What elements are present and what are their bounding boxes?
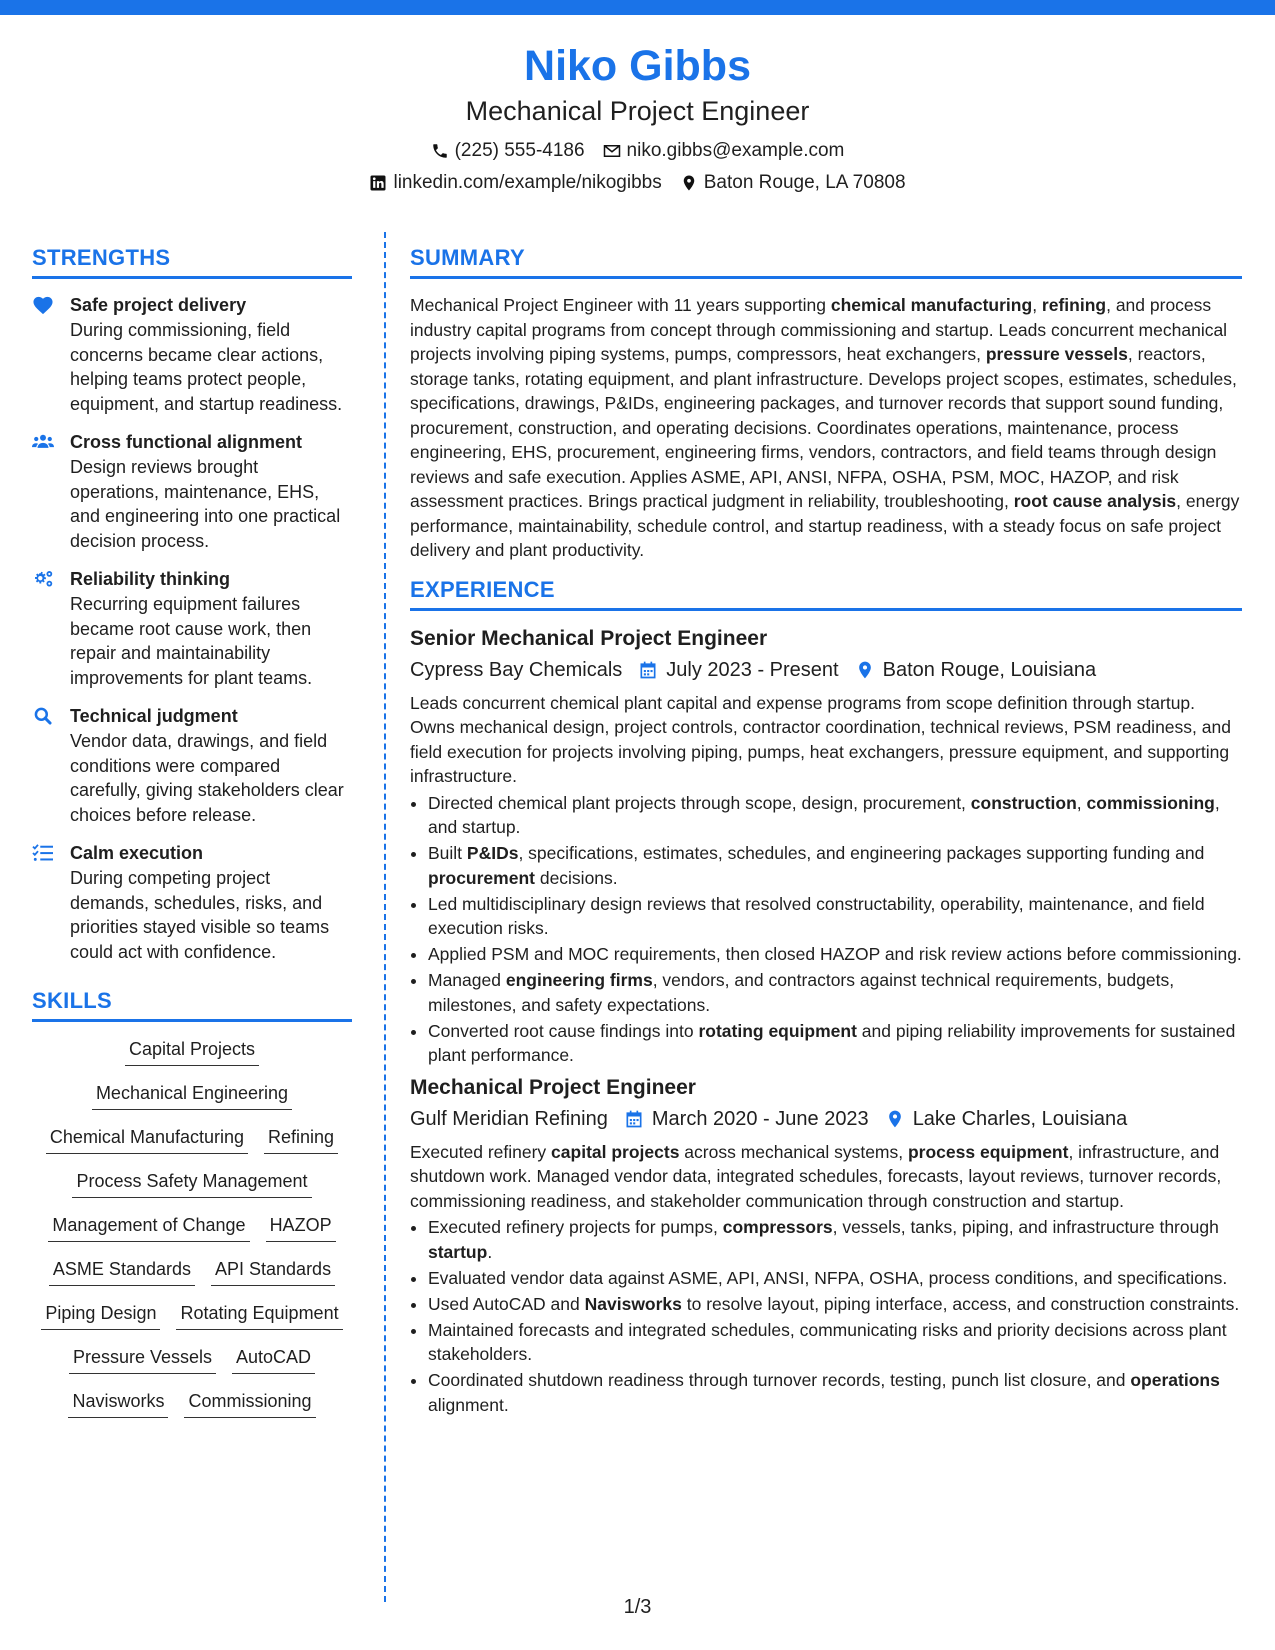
skills-row bbox=[32, 1388, 352, 1418]
strength-item bbox=[32, 430, 352, 553]
job-company: Gulf Meridian Refining bbox=[410, 1107, 608, 1130]
strength-title: Technical judgment bbox=[70, 706, 238, 726]
bold-keyword: startup bbox=[428, 1241, 488, 1262]
job-dates bbox=[624, 1104, 869, 1134]
heart-icon bbox=[32, 295, 54, 315]
candidate-title: Mechanical Project Engineer bbox=[465, 96, 810, 126]
strength-desc: Vendor data, drawings, and field conditions were compared carefully, giving stakeholders clear choices before release. bbox=[70, 731, 344, 825]
bullet-item bbox=[428, 1019, 1242, 1068]
job-location-text: Baton Rouge, Louisiana bbox=[882, 658, 1097, 681]
skills-row bbox=[32, 1080, 352, 1110]
skill-tag: Refining bbox=[264, 1124, 338, 1154]
skill-tag: Navisworks bbox=[68, 1388, 168, 1418]
bullet-item bbox=[428, 1318, 1242, 1367]
text-run: Maintained forecasts and integrated schedules, communicating risks and priority decisions across plant stakeholders. bbox=[428, 1319, 1227, 1364]
bold-keyword: compressors bbox=[722, 1217, 833, 1237]
location-contact bbox=[680, 170, 906, 196]
bullet-item bbox=[428, 791, 1242, 840]
skill-tag: Pressure Vessels bbox=[69, 1344, 216, 1374]
strength-item bbox=[32, 293, 352, 416]
text-run: Coordinated shutdown readiness through turnover records, testing, punch list closure, and bbox=[428, 1370, 1131, 1390]
text-run: Applied PSM and MOC requirements, then closed HAZOP and risk review actions before commissioning. bbox=[428, 944, 1242, 964]
skills-heading: SKILLS bbox=[32, 988, 352, 1022]
text-run: across mechanical systems, bbox=[679, 1141, 908, 1162]
experience-list bbox=[410, 625, 1242, 1418]
strength-title: Calm execution bbox=[70, 843, 204, 863]
strength-desc: During commissioning, field concerns became clear actions, helping teams protect people, equipment, and startup readiness. bbox=[70, 320, 343, 414]
contact-row-2 bbox=[0, 170, 1275, 196]
calendar-icon bbox=[624, 1109, 644, 1129]
job-description bbox=[410, 691, 1242, 789]
location-text: Baton Rouge, LA 70808 bbox=[703, 172, 906, 193]
bold-keyword: construction bbox=[970, 792, 1077, 813]
bold-keyword: commissioning bbox=[1086, 792, 1215, 813]
bold-keyword: operations bbox=[1130, 1370, 1220, 1390]
text-run: , reactors, storage tanks, rotating equipment, and plant infrastructure. Develops project scopes, estimates, schedules, specifications, drawings, P&IDs, engineering packages, and turnover records that support sound funding, procurement, construction, and operating decisions. Coordinates operations, maintenance, process engineering, EHS, procurement, engineering firms, vendors, contractors, and field teams through design reviews and safe execution. Applies ASME, API, ANSI, NFPA, OSHA, PSM, MOC, HAZOP, and risk assessment practices. Brings practical judgment in reliability, troubleshooting, bbox=[410, 344, 1237, 511]
bold-keyword: rotating equipment bbox=[698, 1020, 857, 1041]
bold-keyword: capital projects bbox=[551, 1141, 680, 1162]
job-entry bbox=[410, 625, 1242, 1068]
right-column bbox=[410, 245, 1242, 1419]
bullet-item bbox=[428, 1368, 1242, 1417]
resume-header bbox=[0, 40, 1275, 196]
page-number: 1/3 bbox=[623, 1596, 652, 1618]
job-dates-text: July 2023 - Present bbox=[666, 658, 839, 681]
strength-desc: Design reviews brought operations, maintenance, EHS, and engineering into one practical decision process. bbox=[70, 457, 341, 551]
skill-tag: Process Safety Management bbox=[72, 1168, 311, 1198]
text-run: Evaluated vendor data against ASME, API, ANSI, NFPA, OSHA, process conditions, and specifications. bbox=[428, 1267, 1228, 1288]
strength-desc: Recurring equipment failures became root cause work, then repair and maintainability improvements for plant teams. bbox=[70, 594, 313, 688]
gears-icon bbox=[32, 569, 54, 589]
skills-row bbox=[32, 1168, 352, 1198]
strengths-heading: STRENGTHS bbox=[32, 245, 352, 279]
column-divider bbox=[384, 232, 386, 1602]
job-dates-text: March 2020 - June 2023 bbox=[651, 1107, 869, 1130]
map-pin-icon bbox=[680, 174, 698, 192]
text-run: , bbox=[1076, 792, 1087, 813]
skills-row bbox=[32, 1124, 352, 1154]
text-run: , specifications, estimates, schedules, and engineering packages supporting funding and bbox=[518, 843, 1205, 863]
text-run: and piping reliability improvements for sustained plant performance. bbox=[428, 1020, 1236, 1065]
checklist-icon bbox=[32, 843, 54, 863]
skill-tag: Commissioning bbox=[184, 1388, 315, 1418]
strength-title: Reliability thinking bbox=[70, 569, 231, 589]
strength-item bbox=[32, 841, 352, 964]
strength-title: Safe project delivery bbox=[70, 295, 247, 315]
job-bullets bbox=[410, 791, 1242, 1068]
linkedin-contact[interactable] bbox=[369, 170, 661, 196]
bullet-item bbox=[428, 942, 1242, 967]
text-run: , and process industry capital programs from concept through commissioning and startup. Leads concurrent mechanical projects involving piping systems, pumps, compressors, heat exchangers, bbox=[410, 295, 1228, 364]
bold-keyword: Navisworks bbox=[584, 1293, 682, 1314]
skill-tag: HAZOP bbox=[266, 1212, 336, 1242]
text-run: , vessels, tanks, piping, and infrastructure through bbox=[832, 1217, 1219, 1237]
text-run: Leads concurrent chemical plant capital and expense programs from scope definition through startup. Owns mechanical design, project controls, contractor coordination, technical reviews, PSM readiness, and field execution for projects involving piping, pumps, heat exchangers, pressure equipment, and supporting infrastructure. bbox=[410, 692, 1231, 786]
bullet-item bbox=[428, 892, 1242, 941]
text-run: , bbox=[1032, 295, 1042, 315]
strength-desc: During competing project demands, schedules, risks, and priorities stayed visible so teams could act with confidence. bbox=[70, 868, 330, 962]
skill-tag: Management of Change bbox=[48, 1212, 249, 1242]
text-run: , energy performance, maintainability, schedule control, and startup readiness, with a steady focus on safe project delivery and plant productivity. bbox=[410, 491, 1240, 560]
contact-row-1 bbox=[0, 138, 1275, 164]
job-location bbox=[855, 655, 1097, 685]
strength-item bbox=[32, 704, 352, 827]
experience-heading: EXPERIENCE bbox=[410, 577, 1242, 611]
text-run: decisions. bbox=[534, 867, 618, 888]
text-run: Built bbox=[428, 843, 467, 863]
skills-row bbox=[32, 1300, 352, 1330]
left-column bbox=[32, 245, 352, 1432]
bold-keyword: procurement bbox=[428, 867, 535, 888]
search-icon bbox=[32, 706, 54, 726]
top-accent-bar bbox=[0, 0, 1275, 15]
bullet-item bbox=[428, 1215, 1242, 1264]
envelope-icon bbox=[603, 142, 621, 160]
bold-keyword: P&IDs bbox=[466, 843, 519, 863]
text-run: to resolve layout, piping interface, access, and construction constraints. bbox=[681, 1293, 1240, 1314]
bullet-item bbox=[428, 968, 1242, 1017]
text-run: , and startup. bbox=[428, 792, 1220, 837]
text-run: Used AutoCAD and bbox=[428, 1293, 585, 1314]
skill-tag: Capital Projects bbox=[125, 1036, 259, 1066]
bullet-item bbox=[428, 1292, 1242, 1317]
skill-tag: Piping Design bbox=[41, 1300, 160, 1330]
email-contact[interactable] bbox=[603, 138, 845, 164]
text-run: , infrastructure, and shutdown work. Managed vendor data, integrated schedules, forecasts, layout reviews, turnover records, commissioning readiness, and stakeholder communication through construction and startup. bbox=[410, 1141, 1222, 1211]
text-run: Managed bbox=[428, 970, 506, 990]
bold-keyword: root cause analysis bbox=[1013, 491, 1177, 511]
text-run: Led multidisciplinary design reviews that resolved constructability, operability, maintenance, and field execution risks. bbox=[428, 893, 1205, 938]
skills-row bbox=[32, 1036, 352, 1066]
skills-row bbox=[32, 1256, 352, 1286]
text-run: . bbox=[487, 1241, 493, 1262]
job-description bbox=[410, 1140, 1242, 1214]
bullet-item bbox=[428, 841, 1242, 890]
strength-title: Cross functional alignment bbox=[70, 432, 303, 452]
text-run: Executed refinery projects for pumps, bbox=[428, 1217, 723, 1237]
text-run: , vendors, and contractors against technical requirements, budgets, milestones, and safety expectations. bbox=[428, 970, 1175, 1015]
text-run: Directed chemical plant projects through scope, design, procurement, bbox=[428, 792, 971, 813]
skill-tag: Mechanical Engineering bbox=[92, 1080, 292, 1110]
bold-keyword: refining bbox=[1041, 295, 1107, 315]
map-pin-icon bbox=[855, 660, 875, 680]
skill-tag: AutoCAD bbox=[232, 1344, 315, 1374]
bold-keyword: process equipment bbox=[907, 1141, 1069, 1162]
candidate-name: Niko Gibbs bbox=[524, 42, 751, 90]
skill-tag: Rotating Equipment bbox=[176, 1300, 342, 1330]
job-meta bbox=[410, 1104, 1242, 1134]
phone-text: (225) 555-4186 bbox=[454, 140, 585, 161]
job-bullets bbox=[410, 1215, 1242, 1417]
email-text: niko.gibbs@example.com bbox=[626, 140, 845, 161]
bold-keyword: engineering firms bbox=[505, 970, 653, 990]
map-pin-icon bbox=[885, 1109, 905, 1129]
users-icon bbox=[32, 432, 54, 452]
skills-list bbox=[32, 1036, 352, 1418]
text-run: Executed refinery bbox=[410, 1141, 552, 1162]
job-title: Mechanical Project Engineer bbox=[410, 1075, 696, 1099]
summary-text bbox=[410, 293, 1242, 563]
job-entry bbox=[410, 1074, 1242, 1418]
phone-icon bbox=[431, 142, 449, 160]
skill-tag: ASME Standards bbox=[49, 1256, 195, 1286]
skill-tag: API Standards bbox=[211, 1256, 335, 1286]
skill-tag: Chemical Manufacturing bbox=[46, 1124, 248, 1154]
skills-row bbox=[32, 1212, 352, 1242]
job-location-text: Lake Charles, Louisiana bbox=[912, 1107, 1128, 1130]
job-dates bbox=[638, 655, 838, 685]
text-run: Converted root cause findings into bbox=[428, 1020, 699, 1041]
text-run: Mechanical Project Engineer with 11 years supporting bbox=[410, 295, 831, 315]
phone-contact[interactable] bbox=[431, 138, 585, 164]
job-meta bbox=[410, 655, 1242, 685]
job-company: Cypress Bay Chemicals bbox=[410, 658, 623, 681]
calendar-icon bbox=[638, 660, 658, 680]
bullet-item bbox=[428, 1266, 1242, 1291]
bold-keyword: chemical manufacturing bbox=[830, 295, 1033, 315]
linkedin-icon bbox=[369, 174, 387, 192]
job-location bbox=[885, 1104, 1128, 1134]
strength-item bbox=[32, 567, 352, 690]
summary-heading: SUMMARY bbox=[410, 245, 1242, 279]
job-title: Senior Mechanical Project Engineer bbox=[410, 626, 768, 650]
bold-keyword: pressure vessels bbox=[985, 344, 1128, 364]
text-run: alignment. bbox=[428, 1394, 509, 1415]
skills-row bbox=[32, 1344, 352, 1374]
linkedin-text: linkedin.com/example/nikogibbs bbox=[393, 172, 662, 193]
